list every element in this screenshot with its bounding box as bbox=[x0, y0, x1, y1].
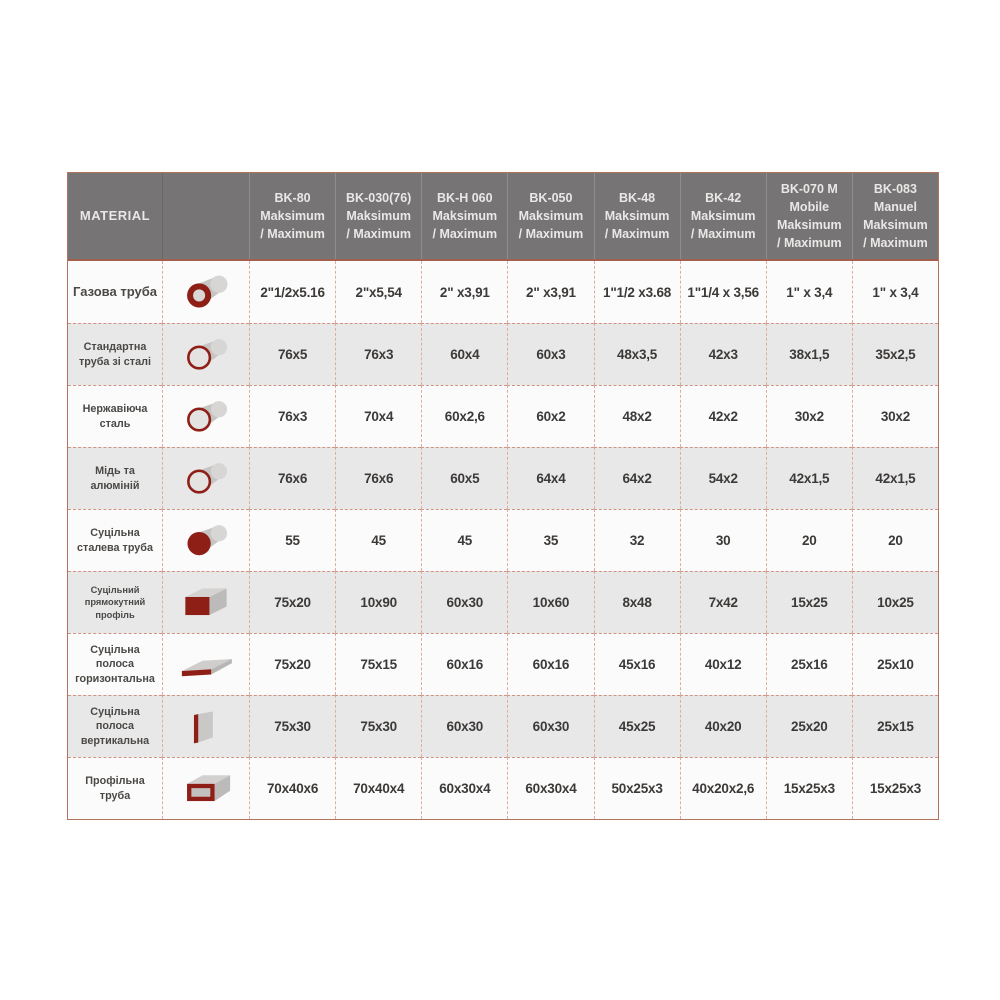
material-cell bbox=[68, 385, 162, 447]
value-cell bbox=[594, 695, 680, 757]
column-header-line: Manuel bbox=[873, 199, 917, 214]
capacity-value: 60x16 bbox=[446, 657, 484, 672]
column-header-line: Maksimum bbox=[777, 218, 842, 232]
column-header-line: Maksimum bbox=[260, 208, 325, 223]
material-label: Профільна труба bbox=[85, 775, 145, 802]
material-label: Газова труба bbox=[73, 283, 157, 299]
column-header-line: / Maximum bbox=[604, 227, 670, 242]
capacity-value: 76x3 bbox=[277, 409, 308, 424]
capacity-value: 42x1,5 bbox=[789, 471, 830, 486]
table-row bbox=[68, 571, 938, 633]
material-icon-cell bbox=[162, 509, 249, 571]
value-cell bbox=[680, 323, 766, 385]
flat-strip-vertical-icon bbox=[175, 706, 237, 748]
value-cell bbox=[421, 385, 507, 447]
capacity-value: 2"x5,54 bbox=[355, 284, 402, 300]
column-header-line: / Maximum bbox=[518, 227, 584, 242]
value-cell bbox=[249, 757, 335, 819]
capacity-value: 40x20 bbox=[704, 719, 742, 734]
value-cell bbox=[766, 571, 852, 633]
value-cell bbox=[680, 509, 766, 571]
capacity-value: 35x2,5 bbox=[875, 347, 916, 362]
value-cell bbox=[421, 633, 507, 695]
value-cell bbox=[421, 323, 507, 385]
column-header-bk-030-76 bbox=[335, 173, 421, 259]
capacity-value: 60x2,6 bbox=[444, 409, 485, 424]
material-cell bbox=[68, 571, 162, 633]
capacity-value: 10x90 bbox=[360, 595, 397, 610]
column-header-line: BK-H 060 bbox=[437, 190, 493, 205]
column-header-line: / Maximum bbox=[690, 227, 756, 242]
capacity-value: 60x30 bbox=[446, 595, 484, 610]
value-cell bbox=[421, 571, 507, 633]
value-cell bbox=[335, 757, 421, 819]
material-cell bbox=[68, 509, 162, 571]
column-header-line: / Maximum bbox=[432, 227, 498, 242]
value-cell bbox=[680, 695, 766, 757]
material-icon-cell bbox=[162, 571, 249, 633]
capacity-value: 48x2 bbox=[622, 409, 652, 424]
capacity-value: 45x25 bbox=[618, 719, 656, 734]
value-cell bbox=[507, 261, 593, 323]
material-cell bbox=[68, 757, 162, 819]
capacity-value: 42x1,5 bbox=[875, 471, 916, 486]
value-cell bbox=[421, 757, 507, 819]
value-cell bbox=[766, 447, 852, 509]
value-cell bbox=[249, 323, 335, 385]
value-cell bbox=[249, 695, 335, 757]
thin-wall-pipe-icon bbox=[175, 334, 237, 376]
capacity-value: 70x40x6 bbox=[266, 781, 319, 796]
capacity-value: 76x6 bbox=[277, 471, 308, 486]
capacity-value: 20 bbox=[802, 533, 817, 548]
material-cell bbox=[68, 633, 162, 695]
capacity-value: 76x3 bbox=[364, 347, 394, 362]
material-label: Нержавіюча сталь bbox=[82, 403, 148, 430]
value-cell bbox=[594, 261, 680, 323]
solid-rect-block-icon bbox=[175, 582, 237, 624]
capacity-value: 48x3,5 bbox=[617, 347, 658, 362]
rect-tube-icon bbox=[175, 768, 237, 810]
value-cell bbox=[507, 385, 593, 447]
capacity-value: 60x30 bbox=[446, 719, 484, 734]
capacity-value: 15x25 bbox=[791, 595, 828, 610]
value-cell bbox=[249, 509, 335, 571]
column-header-line: Maksimum bbox=[863, 218, 928, 232]
capacity-value: 60x3 bbox=[536, 347, 566, 362]
table-row bbox=[68, 633, 938, 695]
column-header-bk-h-060 bbox=[421, 173, 507, 259]
value-cell bbox=[335, 261, 421, 323]
material-cell bbox=[68, 695, 162, 757]
material-cell bbox=[68, 323, 162, 385]
capacity-value: 7x42 bbox=[708, 595, 738, 610]
capacity-value: 75x15 bbox=[360, 657, 397, 672]
capacity-value: 1"1/2 x3.68 bbox=[603, 284, 672, 300]
value-cell bbox=[852, 695, 938, 757]
capacity-value: 76x5 bbox=[277, 347, 308, 362]
capacity-value: 2" x3,91 bbox=[439, 284, 490, 300]
material-icon-cell bbox=[162, 695, 249, 757]
table-row bbox=[68, 261, 938, 323]
capacity-value: 76x6 bbox=[364, 471, 394, 486]
column-header-bk-083 bbox=[852, 173, 938, 259]
value-cell bbox=[335, 571, 421, 633]
capacity-value: 60x2 bbox=[536, 409, 566, 424]
column-header-line: BK-80 bbox=[274, 190, 311, 205]
value-cell bbox=[766, 509, 852, 571]
value-cell bbox=[766, 695, 852, 757]
capacity-value: 60x4 bbox=[450, 347, 480, 362]
column-header-bk-80 bbox=[249, 173, 335, 259]
value-cell bbox=[249, 571, 335, 633]
value-cell bbox=[766, 385, 852, 447]
value-cell bbox=[680, 757, 766, 819]
table-row bbox=[68, 757, 938, 819]
capacity-value: 2" x3,91 bbox=[526, 284, 576, 300]
capacity-value: 25x16 bbox=[791, 657, 828, 672]
material-icon-cell bbox=[162, 261, 249, 323]
value-cell bbox=[766, 633, 852, 695]
column-header-bk-070-m bbox=[766, 173, 852, 259]
value-cell bbox=[335, 323, 421, 385]
value-cell bbox=[766, 261, 852, 323]
value-cell bbox=[421, 447, 507, 509]
value-cell bbox=[507, 323, 593, 385]
table-row bbox=[68, 447, 938, 509]
value-cell bbox=[680, 633, 766, 695]
capacity-value: 45x16 bbox=[618, 657, 656, 672]
column-header-line: / Maximum bbox=[863, 236, 928, 251]
capacity-value: 42x2 bbox=[708, 409, 738, 424]
column-header-line: Mobile bbox=[789, 199, 830, 214]
material-cell bbox=[68, 261, 162, 323]
capacity-value: 64x2 bbox=[622, 471, 652, 486]
capacity-value: 60x5 bbox=[450, 471, 480, 486]
material-label: Суцільний прямокутний профіль bbox=[84, 585, 146, 620]
capacity-value: 38x1,5 bbox=[789, 347, 830, 362]
capacity-value: 20 bbox=[888, 533, 903, 548]
capacity-value: 55 bbox=[285, 533, 300, 548]
capacity-value: 30x2 bbox=[880, 409, 911, 424]
value-cell bbox=[507, 447, 593, 509]
value-cell bbox=[766, 757, 852, 819]
capacity-value: 25x10 bbox=[877, 657, 914, 672]
value-cell bbox=[249, 261, 335, 323]
value-cell bbox=[594, 385, 680, 447]
value-cell bbox=[507, 695, 593, 757]
capacity-value: 10x60 bbox=[532, 595, 570, 610]
value-cell bbox=[335, 509, 421, 571]
value-cell bbox=[594, 757, 680, 819]
material-header-label: MATERIAL bbox=[79, 207, 151, 223]
column-header-line: / Maximum bbox=[260, 227, 325, 242]
value-cell bbox=[594, 571, 680, 633]
column-header-line: BK-48 bbox=[619, 190, 656, 205]
capacity-value: 1" x 3,4 bbox=[872, 284, 919, 300]
column-header-line: / Maximum bbox=[777, 236, 842, 251]
value-cell bbox=[335, 447, 421, 509]
spec-table bbox=[67, 172, 939, 820]
capacity-value: 32 bbox=[629, 533, 645, 548]
value-cell bbox=[680, 385, 766, 447]
capacity-value: 35 bbox=[543, 533, 559, 548]
table-row bbox=[68, 695, 938, 757]
value-cell bbox=[507, 633, 593, 695]
column-header-line: Maksimum bbox=[346, 208, 411, 223]
value-cell bbox=[852, 633, 938, 695]
value-cell bbox=[852, 757, 938, 819]
solid-round-bar-icon bbox=[175, 520, 237, 562]
capacity-value: 75x30 bbox=[360, 719, 397, 734]
capacity-value: 40x12 bbox=[704, 657, 742, 672]
capacity-value: 15x25x3 bbox=[869, 781, 922, 796]
capacity-value: 70x40x4 bbox=[353, 781, 405, 796]
material-icon-cell bbox=[162, 447, 249, 509]
value-cell bbox=[594, 633, 680, 695]
material-icon-cell bbox=[162, 757, 249, 819]
column-header-line: Maksimum bbox=[690, 208, 756, 223]
value-cell bbox=[507, 509, 593, 571]
value-cell bbox=[680, 571, 766, 633]
capacity-value: 1" x 3,4 bbox=[786, 284, 833, 300]
value-cell bbox=[594, 323, 680, 385]
value-cell bbox=[507, 571, 593, 633]
material-icon-cell bbox=[162, 633, 249, 695]
material-label: Суцільна сталева труба bbox=[77, 527, 153, 554]
value-cell bbox=[852, 261, 938, 323]
capacity-value: 8x48 bbox=[622, 595, 652, 610]
column-header-line: BK-083 bbox=[873, 181, 917, 196]
material-icon-cell bbox=[162, 385, 249, 447]
thin-wall-pipe-icon bbox=[175, 396, 237, 438]
material-label: Стандартна труба зі сталі bbox=[79, 341, 151, 368]
capacity-value: 2"1/2x5.16 bbox=[260, 284, 325, 300]
material-label: Мідь та алюміній bbox=[90, 465, 140, 492]
value-cell bbox=[852, 385, 938, 447]
capacity-value: 75x30 bbox=[274, 719, 311, 734]
table-row bbox=[68, 385, 938, 447]
icon-header-cell bbox=[162, 173, 249, 259]
value-cell bbox=[594, 447, 680, 509]
capacity-value: 45 bbox=[457, 533, 473, 548]
value-cell bbox=[249, 385, 335, 447]
value-cell bbox=[680, 447, 766, 509]
value-cell bbox=[766, 323, 852, 385]
value-cell bbox=[852, 323, 938, 385]
table-body bbox=[68, 261, 938, 819]
capacity-value: 25x15 bbox=[877, 719, 914, 734]
capacity-value: 75x20 bbox=[274, 657, 311, 672]
value-cell bbox=[421, 509, 507, 571]
capacity-value: 64x4 bbox=[536, 471, 566, 486]
column-header-line: / Maximum bbox=[346, 227, 411, 242]
column-header-line: Maksimum bbox=[432, 208, 498, 223]
column-header-bk-48 bbox=[594, 173, 680, 259]
capacity-value: 25x20 bbox=[791, 719, 828, 734]
capacity-value: 40x20x2,6 bbox=[692, 781, 755, 796]
value-cell bbox=[594, 509, 680, 571]
value-cell bbox=[421, 261, 507, 323]
value-cell bbox=[852, 571, 938, 633]
column-header-bk-050 bbox=[507, 173, 593, 259]
column-header-line: BK-42 bbox=[705, 190, 742, 205]
capacity-value: 75x20 bbox=[274, 595, 311, 610]
value-cell bbox=[421, 695, 507, 757]
value-cell bbox=[249, 633, 335, 695]
capacity-value: 60x30 bbox=[532, 719, 570, 734]
capacity-value: 15x25x3 bbox=[783, 781, 835, 796]
capacity-value: 60x16 bbox=[532, 657, 570, 672]
value-cell bbox=[680, 261, 766, 323]
material-cell bbox=[68, 447, 162, 509]
value-cell bbox=[335, 385, 421, 447]
thick-wall-pipe-icon bbox=[175, 271, 237, 313]
column-header-bk-42 bbox=[680, 173, 766, 259]
material-label: Суцільна полоса горизонтальна bbox=[75, 644, 155, 685]
value-cell bbox=[335, 633, 421, 695]
capacity-value: 70x4 bbox=[364, 409, 394, 424]
capacity-value: 60x30x4 bbox=[439, 781, 491, 796]
table-row bbox=[68, 323, 938, 385]
material-icon-cell bbox=[162, 323, 249, 385]
value-cell bbox=[249, 447, 335, 509]
table-row bbox=[68, 509, 938, 571]
flat-strip-horizontal-icon bbox=[175, 644, 237, 686]
column-header-line: Maksimum bbox=[518, 208, 584, 223]
table-header bbox=[68, 173, 938, 261]
value-cell bbox=[507, 757, 593, 819]
column-header-line: BK-070 M bbox=[780, 181, 838, 196]
capacity-value: 1"1/4 x 3,56 bbox=[687, 284, 759, 300]
capacity-value: 42x3 bbox=[708, 347, 738, 362]
capacity-value: 30x2 bbox=[794, 409, 824, 424]
capacity-value: 30 bbox=[715, 533, 731, 548]
thin-wall-pipe-icon bbox=[175, 458, 237, 500]
capacity-value: 54x2 bbox=[708, 471, 738, 486]
value-cell bbox=[852, 509, 938, 571]
capacity-value: 60x30x4 bbox=[525, 781, 577, 796]
value-cell bbox=[852, 447, 938, 509]
value-cell bbox=[335, 695, 421, 757]
column-header-line: BK-050 bbox=[529, 190, 573, 205]
material-label: Суцільна полоса вертикальна bbox=[80, 706, 150, 747]
column-header-line: Maksimum bbox=[604, 208, 670, 223]
column-header-line: BK-030(76) bbox=[346, 190, 412, 205]
capacity-value: 45 bbox=[371, 533, 386, 548]
capacity-value: 50x25x3 bbox=[611, 781, 663, 796]
material-header-cell bbox=[68, 173, 162, 259]
capacity-value: 10x25 bbox=[877, 595, 914, 610]
